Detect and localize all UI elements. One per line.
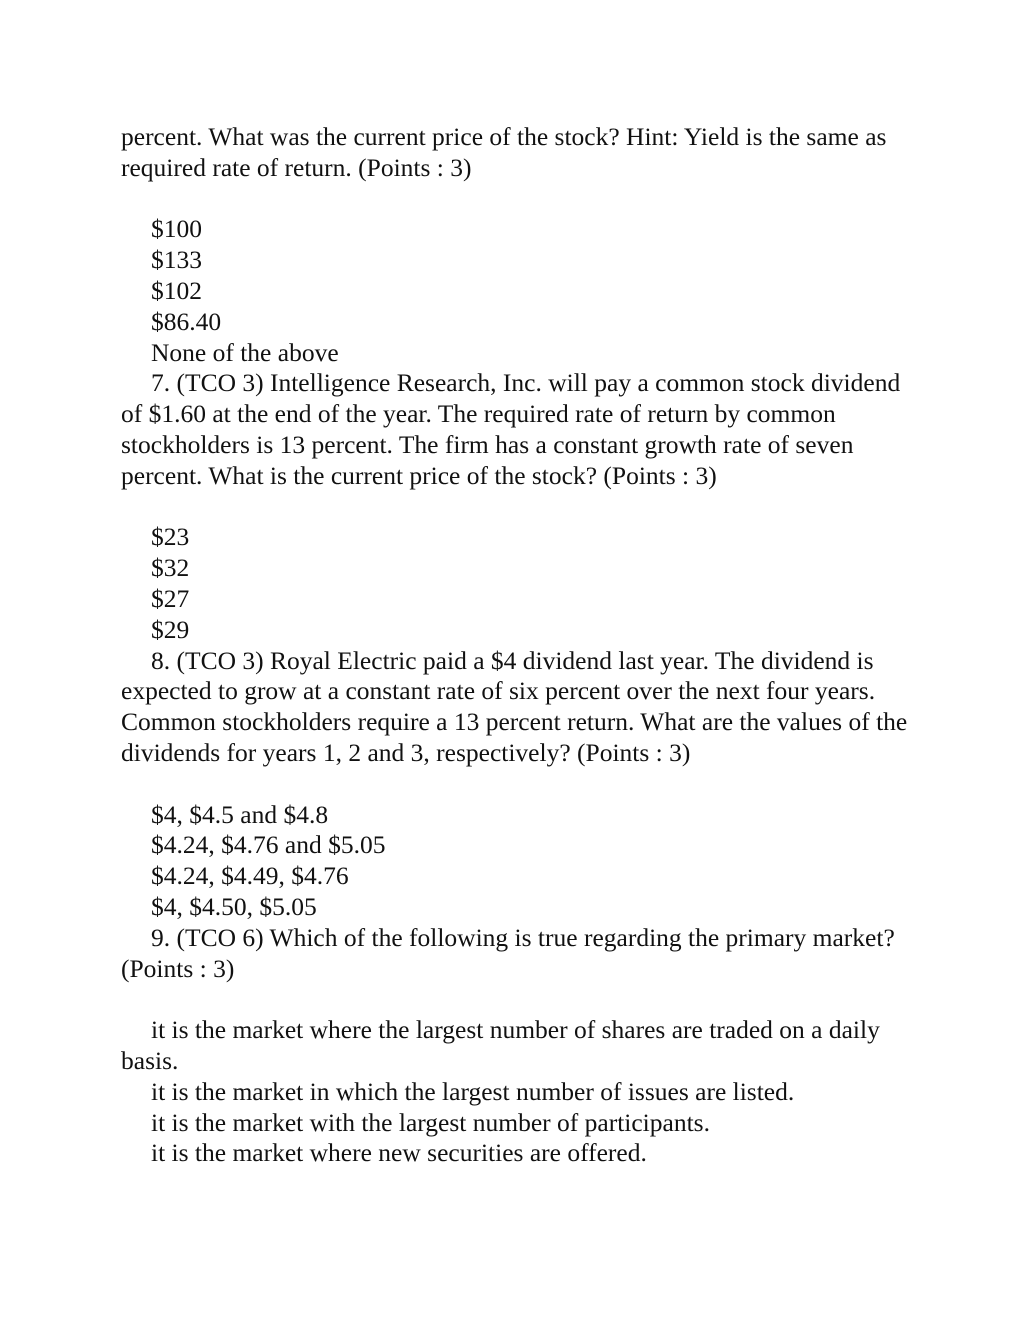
question-7-stem: 7. (TCO 3) Intelligence Research, Inc. will pay a common stock dividend of $1.60 at the end of the year. The required rate of return by common stockholders is 13 percent. The firm has a constant growth rate of seven percent. What is the current price of the stock? (Points : 3) (121, 368, 901, 490)
question-6-stem: percent. What was the current price of the stock? Hint: Yield is the same as required rate of return. (Points : 3) (121, 122, 887, 182)
spacer (121, 769, 911, 800)
question-7-option-a: $23 (151, 522, 190, 552)
question-6-option-c: $102 (151, 275, 202, 305)
question-6-option-a: $100 (151, 214, 202, 244)
question-8-option-b: $4.24, $4.76 and $5.05 (151, 830, 386, 860)
question-9-stem: 9. (TCO 6) Which of the following is true regarding the primary market? (Points : 3) (121, 922, 895, 983)
question-9-option-a: it is the market where the largest number of shares are traded on a daily basis. (121, 1015, 880, 1075)
question-6-option-e: None of the above (151, 337, 339, 367)
question-6-option-d: $86.40 (151, 306, 222, 336)
question-7-option-b: $32 (151, 553, 190, 583)
question-9-option-d: it is the market where new securities are offered. (151, 1138, 647, 1168)
document-content (121, 122, 911, 1169)
question-6-option-b: $133 (151, 245, 202, 275)
question-9-option-b: it is the market in which the largest number of issues are listed. (151, 1076, 795, 1106)
spacer (121, 492, 911, 523)
spacer (121, 984, 911, 1015)
question-7-option-c: $27 (151, 583, 190, 613)
question-8-option-c: $4.24, $4.49, $4.76 (151, 861, 349, 891)
question-7-option-d: $29 (151, 614, 190, 644)
question-8-stem: 8. (TCO 3) Royal Electric paid a $4 dividend last year. The dividend is expected to grow at a constant rate of six percent over the next four years. Common stockholders require a 13 percent return. What are the values of the dividends for years 1, 2 and 3, respectively? (Points : 3) (121, 645, 908, 767)
question-8-option-d: $4, $4.50, $5.05 (151, 891, 317, 921)
question-8-option-a: $4, $4.5 and $4.8 (151, 799, 329, 829)
question-9-option-c: it is the market with the largest number of participants. (151, 1107, 710, 1137)
spacer (121, 184, 911, 215)
